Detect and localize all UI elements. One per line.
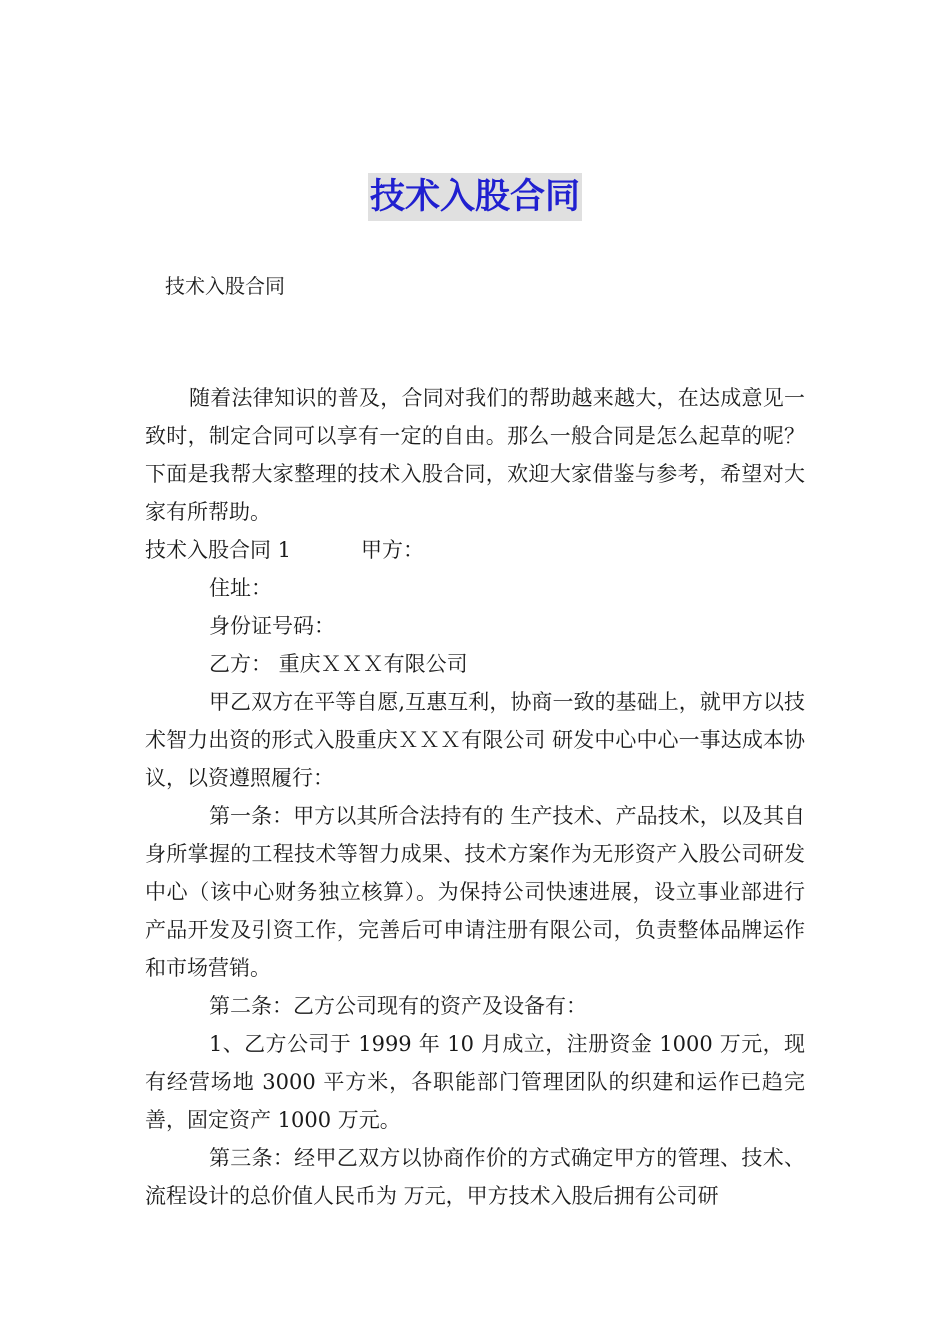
party-a-label: 甲方： [361, 538, 425, 562]
intro-paragraph: 随着法律知识的普及，合同对我们的帮助越来越大，在达成意见一致时，制定合同可以享有一定的自由。那么一般合同是怎么起草的呢？下面是我帮大家整理的技术入股合同，欢迎大家借鉴与参考，希望对大家有所帮助。 [145, 386, 805, 524]
document-subtitle: 技术入股合同 [165, 274, 285, 298]
clause-preamble: 甲乙双方在平等自愿,互惠互利，协商一致的基础上，就甲方以技术智力出资的形式入股重庆ＸＸＸ有限公司 研发中心中心一事达成本协议，以资遵照履行： [145, 690, 805, 790]
id-number-label: 身份证号码： [209, 614, 335, 638]
clause-article-2: 第二条：乙方公司现有的资产及设备有： [209, 994, 587, 1018]
document-title: 技术入股合同 [368, 173, 582, 221]
section-heading: 技术入股合同 1 [145, 538, 292, 562]
clause-item-1: 1、乙方公司于 1999 年 10 月成立，注册资金 1000 万元，现有经营场地 3000 平方米，各职能部门管理团队的织建和运作已趋完善，固定资产 1000 万元。 [145, 1032, 805, 1132]
clause-article-1: 第一条：甲方以其所合法持有的 生产技术、产品技术，以及其自身所掌握的工程技术等智力成果、技术方案作为无形资产入股公司研发中心（该中心财务独立核算）。为保持公司快速进展，设立事业部进行产品开发及引资工作，完善后可申请注册有限公司，负责整体品牌运作和市场营销。 [145, 804, 805, 980]
document-title-wrap [0, 173, 950, 221]
party-b-line: 乙方： 重庆ＸＸＸ有限公司 [209, 652, 468, 676]
heading-spacer [291, 531, 361, 569]
contract-heading-row [145, 531, 805, 569]
document-body [145, 379, 805, 1215]
address-label: 住址： [209, 576, 272, 600]
clause-article-3: 第三条：经甲乙双方以协商作价的方式确定甲方的管理、技术、流程设计的总价值人民币为 万元，甲方技术入股后拥有公司研 [145, 1146, 805, 1208]
